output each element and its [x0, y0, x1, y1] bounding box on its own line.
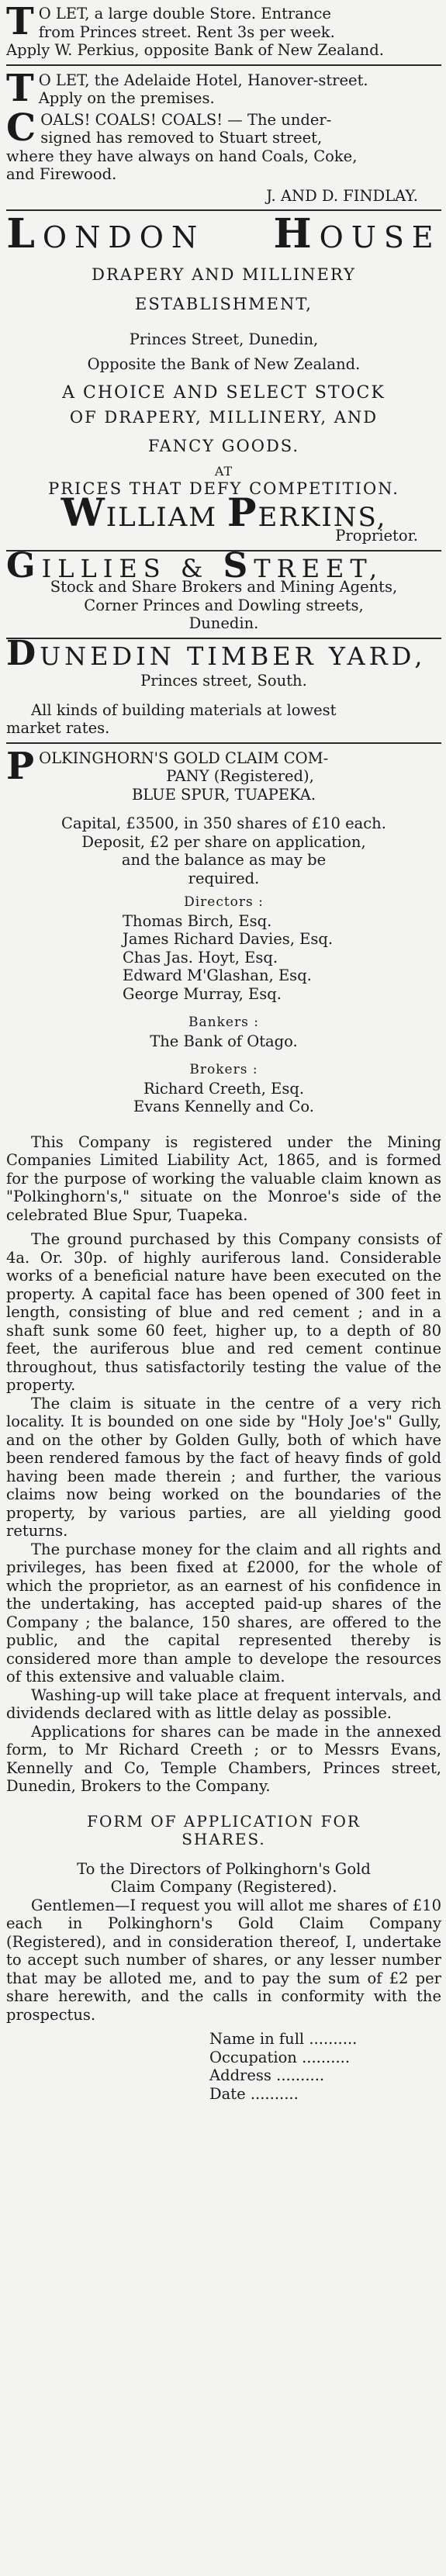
gold-claim-heading: PANY (Registered), — [166, 767, 314, 785]
director-name: Chas Jas. Hoyt, Esq. — [123, 948, 278, 966]
broker-name: Richard Creeth, Esq. — [143, 1079, 305, 1098]
london-house-line: Princes Street, Dunedin, — [129, 330, 319, 348]
signature-word: ILLIAM — [105, 501, 218, 533]
gillies-line: Dunedin. — [188, 614, 259, 632]
form-field-address: Address .......... — [209, 2066, 325, 2084]
signature-word: ERKINS, — [258, 501, 387, 533]
heading-initial: D — [6, 633, 40, 673]
hotel-ad-line: O LET, the Adelaide Hotel, Hanover-street. — [38, 71, 368, 89]
form-field-date: Date .......... — [209, 2084, 299, 2103]
heading-initial: S — [223, 545, 254, 586]
gillies-heading — [6, 545, 441, 586]
capital-line: and the balance as may be — [121, 851, 327, 869]
heading-word: ONDON — [42, 220, 206, 254]
capital-line: required. — [188, 869, 260, 887]
coals-ad-line: OALS! COALS! COALS! — The under- — [40, 110, 332, 129]
brokers-label: Brokers : — [189, 1062, 258, 1077]
prospectus-paragraph: The ground purchased by this Company consists of 4a. Or. 30p. of highly auriferous land. Considerable works of a beneficial nature have been executed on the property. A capital face has been opened of 300 feet in length, consisting of blue and red cement ; and in a shaft sunk some 60 feet, higher up, to a depth of 80 feet, the auriferous blue and red cement continue throughout, thus satisfactorily testing the value of the property. — [6, 1230, 441, 1394]
capital-line: Deposit, £2 per share on application, — [81, 832, 366, 851]
broker-name: Evans Kennelly and Co. — [133, 1098, 314, 1115]
london-house-line: PRICES THAT DEFY COMPETITION. — [48, 479, 399, 498]
directors-label: Directors : — [184, 894, 264, 910]
london-house-line: AT — [214, 463, 233, 479]
form-field-name: Name in full .......... — [209, 2030, 358, 2048]
london-house-line: FANCY GOODS. — [147, 437, 300, 455]
timber-yard-line: Princes street, South. — [140, 672, 307, 690]
coals-ad-line: signed has removed to Stuart street, — [40, 129, 323, 147]
director-name: James Richard Davies, Esq. — [123, 930, 334, 948]
heading-word: OUSE — [319, 220, 441, 254]
london-house-line: OF DRAPERY, MILLINERY, AND — [69, 407, 379, 427]
divider — [6, 742, 441, 744]
timber-yard-line: All kinds of building materials at lowest — [31, 700, 337, 719]
drop-cap: C — [6, 105, 36, 150]
coals-signature: J. AND D. FINDLAY. — [266, 186, 418, 205]
coals-ad-line: where they have always on hand Coals, Coke, — [6, 147, 358, 165]
heading-word: TREET, — [254, 553, 384, 583]
signature-initial: W — [61, 489, 106, 535]
proprietor-title: Proprietor. — [335, 527, 418, 545]
bankers-label: Bankers : — [188, 1015, 259, 1030]
prospectus-paragraph: The purchase money for the claim and all rights and privileges, has been fixed at £2000, for the whole of which the proprietor, as an earnest of his confidence in the undertaking, has accepted paid-up shares of the Company ; the balance, 150 shares, are offered to the public, and the capital represented thereby is considered more than ample to develope the resources of this extensive and valuable claim. — [6, 1540, 441, 1686]
gold-claim-heading: BLUE SPUR, TUAPEKA. — [131, 785, 316, 804]
gillies-line: Corner Princes and Dowling streets, — [84, 596, 364, 614]
form-field-occupation: Occupation .......... — [209, 2048, 351, 2066]
london-house-line: DRAPERY AND MILLINERY — [92, 265, 356, 284]
gillies-street-ad — [6, 545, 441, 633]
store-to-let-ad — [6, 0, 441, 60]
prospectus-paragraph: Applications for shares can be made in the annexed form, to Mr Richard Creeth ; or to Messrs Evans, Kennelly and Co, Temple Chambers, Princes street, Dunedin, Brokers to the Company. — [6, 1722, 441, 1795]
form-addressee: To the Directors of Polkinghorn's Gold — [77, 1859, 371, 1878]
heading-ampersand: & — [180, 553, 209, 583]
london-house-line: ESTABLISHMENT, — [135, 294, 313, 313]
london-house-ad — [6, 210, 441, 545]
prospectus-paragraph: The claim is situate in the centre of a very rich locality. It is bounded on one side by "Holy Joe's" Gully, and on the other by Golden Gully, both of which have been rendered famous by the fact of heavy finds of gold having been made therein ; and further, the various claims now being worked on the boundaries of the property, by various parties, are all yielding good returns. — [6, 1394, 441, 1540]
form-body: Gentlemen—I request you will allot me shares of £10 each in Polkinghorn's Gold Claim Company (Registered), and in consideration thereof, I, undertake to accept such number of shares, or any lesser number that may be alloted me, and to pay the sum of £2 per share herewith, and the calls in conformity with the prospectus. — [6, 1896, 441, 2024]
divider — [6, 64, 441, 66]
timber-yard-ad — [6, 633, 441, 738]
heading-initial: L — [6, 210, 43, 258]
drop-cap: T — [6, 66, 34, 110]
heading-initial: G — [6, 545, 42, 586]
director-name: Edward M'Glashan, Esq. — [123, 966, 312, 984]
store-ad-line: from Princes street. Rent 3s per week. — [38, 22, 335, 41]
drop-cap: T — [6, 0, 34, 43]
london-house-line: A CHOICE AND SELECT STOCK — [62, 383, 385, 403]
heading-initial: H — [273, 210, 320, 258]
director-name: George Murray, Esq. — [123, 984, 282, 1003]
form-title: SHARES. — [182, 1830, 266, 1848]
store-ad-line: O LET, a large double Store. Entrance — [38, 5, 331, 22]
timber-yard-line: market rates. — [6, 719, 110, 737]
london-house-heading — [6, 210, 441, 258]
drop-cap: P — [6, 744, 35, 788]
director-name: Thomas Birch, Esq. — [123, 911, 272, 930]
application-form — [6, 1813, 441, 2104]
divider — [6, 209, 441, 211]
prospectus-paragraph: Washing-up will take place at frequent intervals, and dividends declared with as little delay as possible. — [6, 1686, 441, 1722]
gold-claim-heading: OLKINGHORN'S GOLD CLAIM COM- — [39, 749, 329, 767]
london-house-signature — [6, 489, 441, 535]
form-addressee: Claim Company (Registered). — [110, 1878, 337, 1896]
capital-line: Capital, £3500, in 350 shares of £10 each. — [61, 814, 386, 832]
heading-word: UNEDIN TIMBER YARD, — [40, 641, 427, 671]
signature-initial: P — [226, 489, 258, 535]
store-ad-line: Apply W. Perkius, opposite Bank of New Zealand. — [6, 41, 384, 59]
gold-claim-ad — [6, 744, 441, 1796]
form-title: FORM OF APPLICATION FOR — [87, 1811, 361, 1831]
bankers-value: The Bank of Otago. — [150, 1032, 298, 1050]
hotel-ad-line: Apply on the premises. — [38, 89, 215, 107]
hotel-to-let-ad — [6, 66, 441, 110]
divider — [6, 638, 441, 639]
timber-yard-heading — [6, 633, 441, 673]
coals-ad — [6, 105, 441, 206]
coals-ad-line: and Firewood. — [6, 165, 117, 183]
gillies-line: Stock and Share Brokers and Mining Agents, — [50, 578, 398, 596]
heading-word: ILLIES — [41, 553, 167, 583]
prospectus-paragraph: This Company is registered under the Mining Companies Limited Liability Act, 1865, and is formed for the purpose of working the valuable claim known as "Polkinghorn's," situate on the Monroe's side of the celebrated Blue Spur, Tuapeka. — [6, 1132, 441, 1224]
london-house-line: Opposite the Bank of New Zealand. — [87, 354, 361, 373]
